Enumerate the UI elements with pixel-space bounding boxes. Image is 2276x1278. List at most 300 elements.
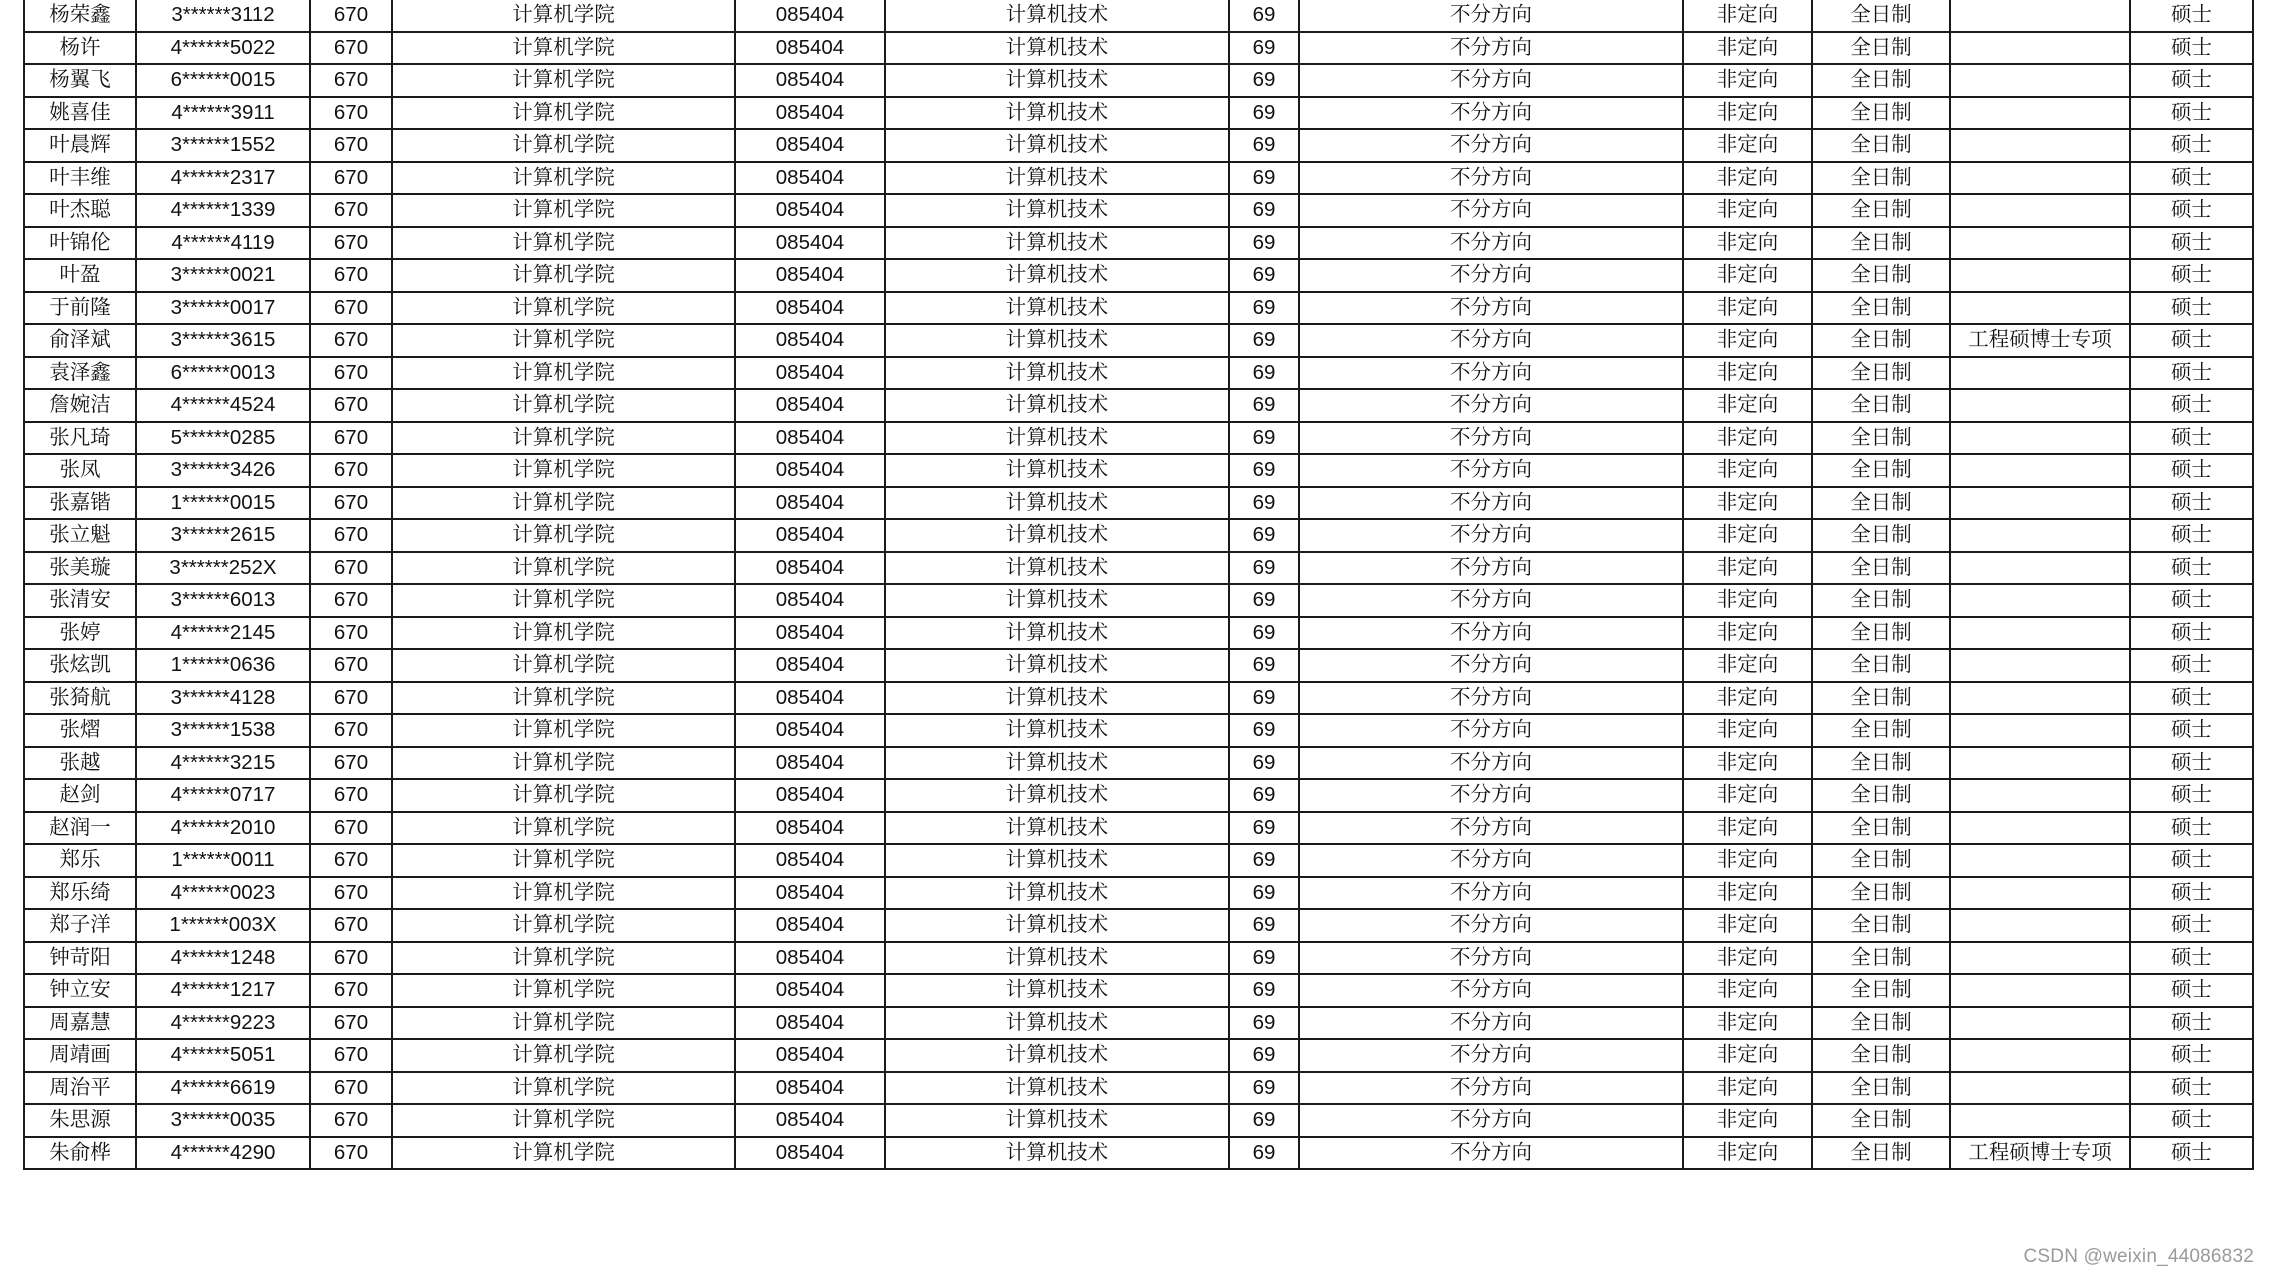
special-program-cell — [1950, 682, 2130, 715]
table-row — [24, 519, 2253, 552]
targeting-cell: 非定向 — [1683, 97, 1812, 130]
college-cell: 计算机学院 — [392, 259, 735, 292]
major-name-cell: 计算机技术 — [885, 97, 1229, 130]
id-number-cell: 3******6013 — [136, 584, 310, 617]
admission-list-table — [23, 0, 2254, 1170]
unit-code-cell: 670 — [310, 162, 392, 195]
study-mode-cell: 全日制 — [1812, 877, 1950, 910]
table-row — [24, 779, 2253, 812]
major-name-cell: 计算机技术 — [885, 194, 1229, 227]
score-cell: 69 — [1229, 584, 1299, 617]
special-program-cell — [1950, 292, 2130, 325]
table-row — [24, 389, 2253, 422]
major-name-cell: 计算机技术 — [885, 487, 1229, 520]
targeting-cell: 非定向 — [1683, 1072, 1812, 1105]
college-cell: 计算机学院 — [392, 552, 735, 585]
major-name-cell: 计算机技术 — [885, 259, 1229, 292]
degree-type-cell: 硕士 — [2130, 129, 2253, 162]
special-program-cell — [1950, 454, 2130, 487]
id-number-cell: 1******0011 — [136, 844, 310, 877]
targeting-cell: 非定向 — [1683, 227, 1812, 260]
targeting-cell: 非定向 — [1683, 844, 1812, 877]
special-program-cell — [1950, 877, 2130, 910]
study-mode-cell: 全日制 — [1812, 292, 1950, 325]
id-number-cell: 4******2317 — [136, 162, 310, 195]
special-program-cell — [1950, 194, 2130, 227]
unit-code-cell: 670 — [310, 812, 392, 845]
degree-type-cell: 硕士 — [2130, 1137, 2253, 1170]
major-name-cell: 计算机技术 — [885, 1137, 1229, 1170]
direction-cell: 不分方向 — [1299, 779, 1683, 812]
unit-code-cell: 670 — [310, 0, 392, 32]
college-cell: 计算机学院 — [392, 227, 735, 260]
degree-type-cell: 硕士 — [2130, 747, 2253, 780]
name-cell: 杨许 — [24, 32, 136, 65]
targeting-cell: 非定向 — [1683, 909, 1812, 942]
college-cell: 计算机学院 — [392, 32, 735, 65]
college-cell: 计算机学院 — [392, 389, 735, 422]
score-cell: 69 — [1229, 0, 1299, 32]
major-code-cell: 085404 — [735, 1039, 885, 1072]
targeting-cell: 非定向 — [1683, 357, 1812, 390]
unit-code-cell: 670 — [310, 974, 392, 1007]
name-cell: 俞泽斌 — [24, 324, 136, 357]
targeting-cell: 非定向 — [1683, 259, 1812, 292]
degree-type-cell: 硕士 — [2130, 32, 2253, 65]
degree-type-cell: 硕士 — [2130, 324, 2253, 357]
id-number-cell: 4******5051 — [136, 1039, 310, 1072]
targeting-cell: 非定向 — [1683, 552, 1812, 585]
major-name-cell: 计算机技术 — [885, 0, 1229, 32]
major-code-cell: 085404 — [735, 162, 885, 195]
targeting-cell: 非定向 — [1683, 779, 1812, 812]
study-mode-cell: 全日制 — [1812, 649, 1950, 682]
major-name-cell: 计算机技术 — [885, 974, 1229, 1007]
degree-type-cell: 硕士 — [2130, 1007, 2253, 1040]
score-cell: 69 — [1229, 747, 1299, 780]
study-mode-cell: 全日制 — [1812, 1007, 1950, 1040]
special-program-cell — [1950, 714, 2130, 747]
college-cell: 计算机学院 — [392, 454, 735, 487]
table-row — [24, 97, 2253, 130]
direction-cell: 不分方向 — [1299, 974, 1683, 1007]
name-cell: 叶杰聪 — [24, 194, 136, 227]
unit-code-cell: 670 — [310, 97, 392, 130]
degree-type-cell: 硕士 — [2130, 357, 2253, 390]
degree-type-cell: 硕士 — [2130, 844, 2253, 877]
college-cell: 计算机学院 — [392, 877, 735, 910]
study-mode-cell: 全日制 — [1812, 259, 1950, 292]
score-cell: 69 — [1229, 259, 1299, 292]
major-name-cell: 计算机技术 — [885, 649, 1229, 682]
unit-code-cell: 670 — [310, 1104, 392, 1137]
score-cell: 69 — [1229, 194, 1299, 227]
direction-cell: 不分方向 — [1299, 714, 1683, 747]
major-name-cell: 计算机技术 — [885, 1104, 1229, 1137]
special-program-cell — [1950, 844, 2130, 877]
major-code-cell: 085404 — [735, 747, 885, 780]
name-cell: 张凡琦 — [24, 422, 136, 455]
score-cell: 69 — [1229, 812, 1299, 845]
major-code-cell: 085404 — [735, 194, 885, 227]
table-row — [24, 227, 2253, 260]
major-code-cell: 085404 — [735, 844, 885, 877]
special-program-cell — [1950, 812, 2130, 845]
table-row — [24, 584, 2253, 617]
unit-code-cell: 670 — [310, 617, 392, 650]
degree-type-cell: 硕士 — [2130, 909, 2253, 942]
targeting-cell: 非定向 — [1683, 1104, 1812, 1137]
major-name-cell: 计算机技术 — [885, 227, 1229, 260]
degree-type-cell: 硕士 — [2130, 64, 2253, 97]
degree-type-cell: 硕士 — [2130, 812, 2253, 845]
major-code-cell: 085404 — [735, 389, 885, 422]
targeting-cell: 非定向 — [1683, 64, 1812, 97]
table-row — [24, 974, 2253, 1007]
major-name-cell: 计算机技术 — [885, 909, 1229, 942]
degree-type-cell: 硕士 — [2130, 487, 2253, 520]
degree-type-cell: 硕士 — [2130, 942, 2253, 975]
direction-cell: 不分方向 — [1299, 909, 1683, 942]
name-cell: 詹婉洁 — [24, 389, 136, 422]
degree-type-cell: 硕士 — [2130, 97, 2253, 130]
table-row — [24, 942, 2253, 975]
direction-cell: 不分方向 — [1299, 812, 1683, 845]
degree-type-cell: 硕士 — [2130, 974, 2253, 1007]
direction-cell: 不分方向 — [1299, 844, 1683, 877]
unit-code-cell: 670 — [310, 422, 392, 455]
name-cell: 郑乐绮 — [24, 877, 136, 910]
id-number-cell: 4******1339 — [136, 194, 310, 227]
id-number-cell: 1******003X — [136, 909, 310, 942]
college-cell: 计算机学院 — [392, 584, 735, 617]
id-number-cell: 3******0017 — [136, 292, 310, 325]
unit-code-cell: 670 — [310, 1137, 392, 1170]
unit-code-cell: 670 — [310, 259, 392, 292]
major-name-cell: 计算机技术 — [885, 32, 1229, 65]
major-name-cell: 计算机技术 — [885, 844, 1229, 877]
name-cell: 张炫凯 — [24, 649, 136, 682]
college-cell: 计算机学院 — [392, 1072, 735, 1105]
special-program-cell — [1950, 747, 2130, 780]
unit-code-cell: 670 — [310, 64, 392, 97]
direction-cell: 不分方向 — [1299, 194, 1683, 227]
college-cell: 计算机学院 — [392, 649, 735, 682]
name-cell: 郑子洋 — [24, 909, 136, 942]
id-number-cell: 4******2145 — [136, 617, 310, 650]
name-cell: 赵润一 — [24, 812, 136, 845]
csdn-watermark: CSDN @weixin_44086832 — [2023, 1246, 2254, 1267]
college-cell: 计算机学院 — [392, 64, 735, 97]
name-cell: 钟苛阳 — [24, 942, 136, 975]
special-program-cell — [1950, 1104, 2130, 1137]
id-number-cell: 3******0021 — [136, 259, 310, 292]
unit-code-cell: 670 — [310, 32, 392, 65]
study-mode-cell: 全日制 — [1812, 682, 1950, 715]
major-code-cell: 085404 — [735, 1104, 885, 1137]
direction-cell: 不分方向 — [1299, 162, 1683, 195]
major-name-cell: 计算机技术 — [885, 292, 1229, 325]
direction-cell: 不分方向 — [1299, 747, 1683, 780]
degree-type-cell: 硕士 — [2130, 1104, 2253, 1137]
table-row — [24, 1039, 2253, 1072]
unit-code-cell: 670 — [310, 779, 392, 812]
id-number-cell: 3******1552 — [136, 129, 310, 162]
direction-cell: 不分方向 — [1299, 0, 1683, 32]
table-row — [24, 454, 2253, 487]
targeting-cell: 非定向 — [1683, 584, 1812, 617]
id-number-cell: 4******2010 — [136, 812, 310, 845]
id-number-cell: 4******1217 — [136, 974, 310, 1007]
major-name-cell: 计算机技术 — [885, 422, 1229, 455]
direction-cell: 不分方向 — [1299, 324, 1683, 357]
name-cell: 叶丰维 — [24, 162, 136, 195]
table-row — [24, 714, 2253, 747]
score-cell: 69 — [1229, 389, 1299, 422]
college-cell: 计算机学院 — [392, 97, 735, 130]
id-number-cell: 3******0035 — [136, 1104, 310, 1137]
targeting-cell: 非定向 — [1683, 649, 1812, 682]
table-row — [24, 812, 2253, 845]
id-number-cell: 3******2615 — [136, 519, 310, 552]
targeting-cell: 非定向 — [1683, 714, 1812, 747]
special-program-cell: 工程硕博士专项 — [1950, 324, 2130, 357]
study-mode-cell: 全日制 — [1812, 519, 1950, 552]
id-number-cell: 5******0285 — [136, 422, 310, 455]
score-cell: 69 — [1229, 714, 1299, 747]
targeting-cell: 非定向 — [1683, 1007, 1812, 1040]
direction-cell: 不分方向 — [1299, 1007, 1683, 1040]
degree-type-cell: 硕士 — [2130, 0, 2253, 32]
study-mode-cell: 全日制 — [1812, 389, 1950, 422]
name-cell: 钟立安 — [24, 974, 136, 1007]
score-cell: 69 — [1229, 1039, 1299, 1072]
table-row — [24, 32, 2253, 65]
major-code-cell: 085404 — [735, 649, 885, 682]
table-row — [24, 1104, 2253, 1137]
major-code-cell: 085404 — [735, 877, 885, 910]
special-program-cell — [1950, 32, 2130, 65]
unit-code-cell: 670 — [310, 1072, 392, 1105]
table-row — [24, 162, 2253, 195]
table-row — [24, 194, 2253, 227]
direction-cell: 不分方向 — [1299, 617, 1683, 650]
name-cell: 张凤 — [24, 454, 136, 487]
special-program-cell: 工程硕博士专项 — [1950, 1137, 2130, 1170]
degree-type-cell: 硕士 — [2130, 682, 2253, 715]
direction-cell: 不分方向 — [1299, 649, 1683, 682]
targeting-cell: 非定向 — [1683, 682, 1812, 715]
study-mode-cell: 全日制 — [1812, 487, 1950, 520]
study-mode-cell: 全日制 — [1812, 714, 1950, 747]
name-cell: 于前隆 — [24, 292, 136, 325]
name-cell: 周嘉慧 — [24, 1007, 136, 1040]
major-name-cell: 计算机技术 — [885, 1039, 1229, 1072]
college-cell: 计算机学院 — [392, 194, 735, 227]
college-cell: 计算机学院 — [392, 974, 735, 1007]
special-program-cell — [1950, 129, 2130, 162]
study-mode-cell: 全日制 — [1812, 454, 1950, 487]
name-cell: 郑乐 — [24, 844, 136, 877]
direction-cell: 不分方向 — [1299, 519, 1683, 552]
table-row — [24, 422, 2253, 455]
direction-cell: 不分方向 — [1299, 1137, 1683, 1170]
table-row — [24, 1137, 2253, 1170]
score-cell: 69 — [1229, 909, 1299, 942]
name-cell: 张嘉锴 — [24, 487, 136, 520]
unit-code-cell: 670 — [310, 1039, 392, 1072]
study-mode-cell: 全日制 — [1812, 747, 1950, 780]
unit-code-cell: 670 — [310, 454, 392, 487]
score-cell: 69 — [1229, 942, 1299, 975]
major-name-cell: 计算机技术 — [885, 1072, 1229, 1105]
table-row — [24, 487, 2253, 520]
major-name-cell: 计算机技术 — [885, 519, 1229, 552]
major-name-cell: 计算机技术 — [885, 324, 1229, 357]
direction-cell: 不分方向 — [1299, 389, 1683, 422]
major-code-cell: 085404 — [735, 519, 885, 552]
special-program-cell — [1950, 64, 2130, 97]
unit-code-cell: 670 — [310, 714, 392, 747]
college-cell: 计算机学院 — [392, 779, 735, 812]
targeting-cell: 非定向 — [1683, 32, 1812, 65]
study-mode-cell: 全日制 — [1812, 974, 1950, 1007]
major-name-cell: 计算机技术 — [885, 389, 1229, 422]
table-row — [24, 747, 2253, 780]
score-cell: 69 — [1229, 682, 1299, 715]
table-row — [24, 1007, 2253, 1040]
major-code-cell: 085404 — [735, 942, 885, 975]
degree-type-cell: 硕士 — [2130, 292, 2253, 325]
score-cell: 69 — [1229, 227, 1299, 260]
study-mode-cell: 全日制 — [1812, 1072, 1950, 1105]
college-cell: 计算机学院 — [392, 0, 735, 32]
study-mode-cell: 全日制 — [1812, 357, 1950, 390]
study-mode-cell: 全日制 — [1812, 97, 1950, 130]
special-program-cell — [1950, 1007, 2130, 1040]
major-name-cell: 计算机技术 — [885, 779, 1229, 812]
score-cell: 69 — [1229, 1104, 1299, 1137]
special-program-cell — [1950, 357, 2130, 390]
unit-code-cell: 670 — [310, 519, 392, 552]
study-mode-cell: 全日制 — [1812, 942, 1950, 975]
unit-code-cell: 670 — [310, 747, 392, 780]
table-body — [24, 0, 2253, 1169]
direction-cell: 不分方向 — [1299, 97, 1683, 130]
major-code-cell: 085404 — [735, 617, 885, 650]
table-row — [24, 649, 2253, 682]
id-number-cell: 6******0015 — [136, 64, 310, 97]
targeting-cell: 非定向 — [1683, 942, 1812, 975]
direction-cell: 不分方向 — [1299, 454, 1683, 487]
special-program-cell — [1950, 422, 2130, 455]
college-cell: 计算机学院 — [392, 1104, 735, 1137]
direction-cell: 不分方向 — [1299, 877, 1683, 910]
degree-type-cell: 硕士 — [2130, 552, 2253, 585]
major-code-cell: 085404 — [735, 292, 885, 325]
major-name-cell: 计算机技术 — [885, 1007, 1229, 1040]
college-cell: 计算机学院 — [392, 292, 735, 325]
targeting-cell: 非定向 — [1683, 1039, 1812, 1072]
targeting-cell: 非定向 — [1683, 162, 1812, 195]
score-cell: 69 — [1229, 162, 1299, 195]
major-name-cell: 计算机技术 — [885, 617, 1229, 650]
name-cell: 张婷 — [24, 617, 136, 650]
major-code-cell: 085404 — [735, 357, 885, 390]
unit-code-cell: 670 — [310, 649, 392, 682]
college-cell: 计算机学院 — [392, 942, 735, 975]
unit-code-cell: 670 — [310, 1007, 392, 1040]
targeting-cell: 非定向 — [1683, 519, 1812, 552]
targeting-cell: 非定向 — [1683, 0, 1812, 32]
unit-code-cell: 670 — [310, 909, 392, 942]
college-cell: 计算机学院 — [392, 324, 735, 357]
degree-type-cell: 硕士 — [2130, 1072, 2253, 1105]
degree-type-cell: 硕士 — [2130, 1039, 2253, 1072]
score-cell: 69 — [1229, 552, 1299, 585]
direction-cell: 不分方向 — [1299, 1039, 1683, 1072]
major-code-cell: 085404 — [735, 812, 885, 845]
unit-code-cell: 670 — [310, 487, 392, 520]
score-cell: 69 — [1229, 1072, 1299, 1105]
targeting-cell: 非定向 — [1683, 974, 1812, 1007]
unit-code-cell: 670 — [310, 844, 392, 877]
table-row — [24, 877, 2253, 910]
degree-type-cell: 硕士 — [2130, 584, 2253, 617]
id-number-cell: 3******3426 — [136, 454, 310, 487]
table-row — [24, 129, 2253, 162]
degree-type-cell: 硕士 — [2130, 617, 2253, 650]
unit-code-cell: 670 — [310, 227, 392, 260]
college-cell: 计算机学院 — [392, 617, 735, 650]
major-code-cell: 085404 — [735, 324, 885, 357]
special-program-cell — [1950, 1072, 2130, 1105]
score-cell: 69 — [1229, 974, 1299, 1007]
score-cell: 69 — [1229, 649, 1299, 682]
degree-type-cell: 硕士 — [2130, 422, 2253, 455]
table-row — [24, 909, 2253, 942]
major-name-cell: 计算机技术 — [885, 682, 1229, 715]
college-cell: 计算机学院 — [392, 1039, 735, 1072]
id-number-cell: 3******3112 — [136, 0, 310, 32]
targeting-cell: 非定向 — [1683, 1137, 1812, 1170]
special-program-cell — [1950, 1039, 2130, 1072]
unit-code-cell: 670 — [310, 389, 392, 422]
major-name-cell: 计算机技术 — [885, 877, 1229, 910]
degree-type-cell: 硕士 — [2130, 877, 2253, 910]
id-number-cell: 4******4524 — [136, 389, 310, 422]
table-row — [24, 552, 2253, 585]
score-cell: 69 — [1229, 844, 1299, 877]
college-cell: 计算机学院 — [392, 747, 735, 780]
special-program-cell — [1950, 259, 2130, 292]
id-number-cell: 4******3911 — [136, 97, 310, 130]
degree-type-cell: 硕士 — [2130, 454, 2253, 487]
table-row — [24, 0, 2253, 32]
targeting-cell: 非定向 — [1683, 389, 1812, 422]
major-code-cell: 085404 — [735, 1072, 885, 1105]
college-cell: 计算机学院 — [392, 422, 735, 455]
special-program-cell — [1950, 97, 2130, 130]
major-name-cell: 计算机技术 — [885, 747, 1229, 780]
special-program-cell — [1950, 584, 2130, 617]
targeting-cell: 非定向 — [1683, 747, 1812, 780]
unit-code-cell: 670 — [310, 682, 392, 715]
score-cell: 69 — [1229, 422, 1299, 455]
score-cell: 69 — [1229, 519, 1299, 552]
unit-code-cell: 670 — [310, 552, 392, 585]
major-code-cell: 085404 — [735, 32, 885, 65]
